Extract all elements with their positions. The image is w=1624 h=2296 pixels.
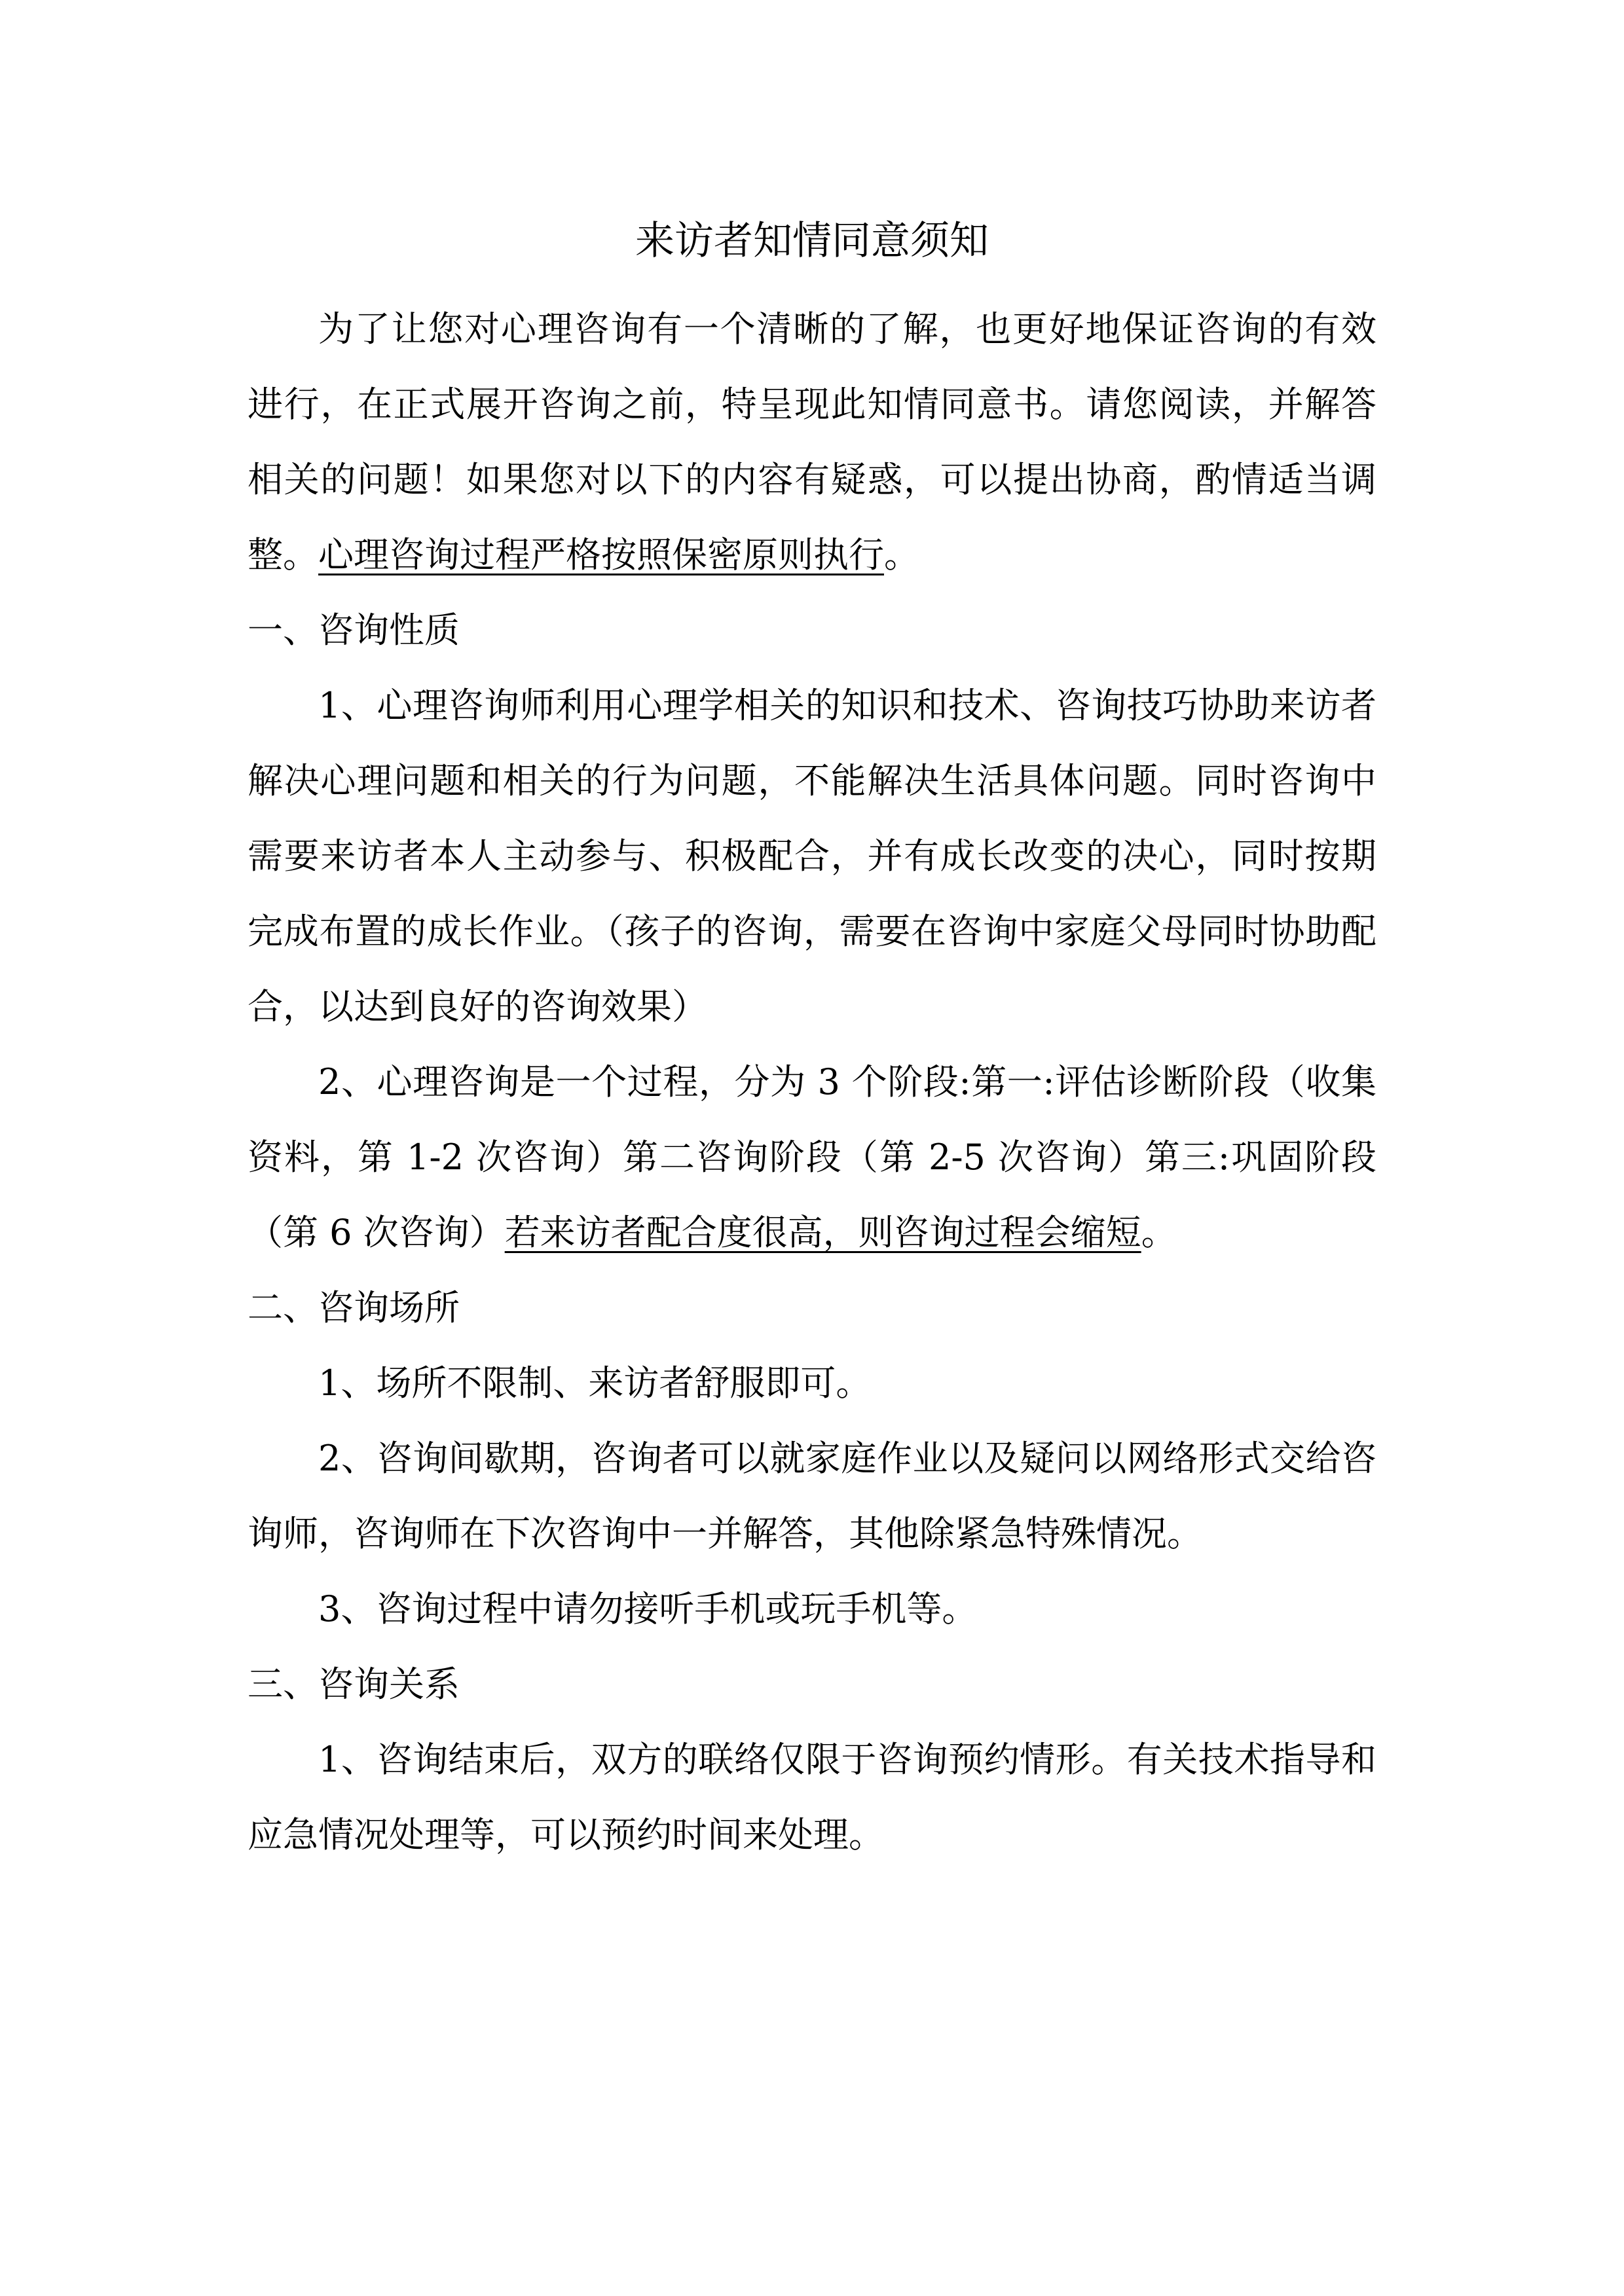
intro-paragraph (248, 291, 1376, 592)
nature-item-2-underlined: 若来访者配合度很高，则咨询过程会缩短 (504, 1212, 1141, 1253)
venue-item-3: 3、咨询过程中请勿接听手机或玩手机等。 (318, 1588, 978, 1630)
section-heading-relationship: 三、咨询关系 (248, 1664, 460, 1705)
venue-item-1: 1、场所不限制、来访者舒服即可。 (318, 1362, 872, 1404)
document-body (248, 291, 1376, 1872)
intro-end: 。 (884, 534, 919, 575)
nature-item-2-text: 2、心理咨询是一个过程，分为 3 个阶段:第一:评估诊断阶段（收集资料，第 1-2 次咨询）第二咨询阶段（第 2-5 次咨询）第三:巩固阶段（第 6 次咨询） (248, 1061, 1376, 1253)
nature-item-2 (248, 1044, 1376, 1270)
relationship-item-1: 1、咨询结束后，双方的联络仅限于咨询预约情形。有关技术指导和应急情况处理等，可以预约时间来处理。 (248, 1739, 1376, 1855)
confidentiality-statement: 心理咨询过程严格按照保密原则执行 (318, 534, 884, 575)
section-heading-venue: 二、咨询场所 (248, 1287, 460, 1328)
nature-item-1: 1、心理咨询师利用心理学相关的知识和技术、咨询技巧协助来访者解决心理问题和相关的行为问题，不能解决生活具体问题。同时咨询中需要来访者本人主动参与、积极配合，并有成长改变的决心，同时按期完成布置的成长作业。（孩子的咨询，需要在咨询中家庭父母同时协助配合，以达到良好的咨询效果） (248, 685, 1376, 1027)
section-heading-nature: 一、咨询性质 (248, 610, 460, 651)
document-title: 来访者知情同意须知 (635, 218, 989, 264)
venue-item-2: 2、咨询间歇期，咨询者可以就家庭作业以及疑问以网络形式交给咨询师，咨询师在下次咨询中一并解答，其他除紧急特殊情况。 (248, 1438, 1376, 1554)
nature-item-2-end: 。 (1141, 1212, 1177, 1253)
intro-text: 为了让您对心理咨询有一个清晰的了解，也更好地保证咨询的有效进行，在正式展开咨询之前，特呈现此知情同意书。请您阅读，并解答相关的问题！如果您对以下的内容有疑惑，可以提出协商，酌情适当调整。 (248, 308, 1376, 575)
